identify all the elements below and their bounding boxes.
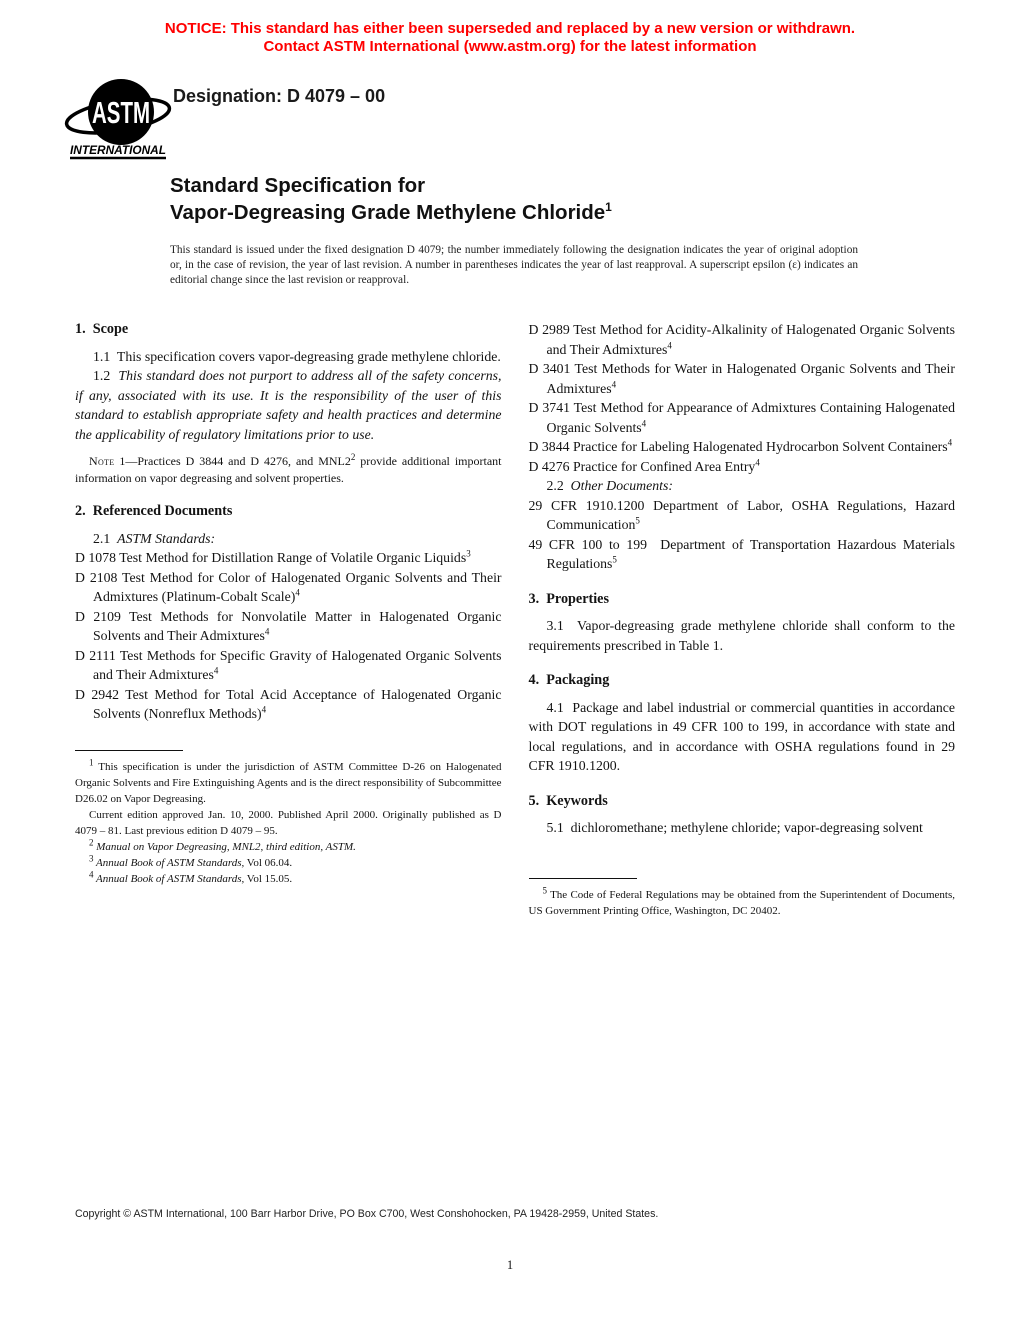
notice-line-2: Contact ASTM International (www.astm.org) for the latest information <box>263 38 757 55</box>
astm-logo-icon <box>63 74 173 162</box>
reference-item: D 4276 Practice for Confined Area Entry$^4$ <box>528 456 760 474</box>
reference-item: D 3401 Test Methods for Water in Halogenated Organic Solvents and Their Admixtures$^4$ <box>528 361 955 396</box>
reference-footnote-marker: 4 <box>641 417 647 428</box>
reference-footnote-marker: 4 <box>295 587 300 598</box>
section-keywords <box>529 792 956 838</box>
section-heading-properties: 3. Properties <box>528 590 610 607</box>
paragraph-5-1: 5.1 dichloromethane; methylene chloride; vapor-degreasing solvent <box>546 820 923 835</box>
reference-item: D 3741 Test Method for Appearance of Admixtures Containing Halogenated Organic Solvents$^4$ <box>528 400 955 435</box>
reference-footnote-marker: 4 <box>667 339 672 350</box>
supersession-notice <box>0 20 1020 56</box>
footnote-2: $^2$ Manual on Vapor Degreasing, MNL2, third edition, ASTM. <box>89 836 356 853</box>
footnote-5: $^5$ The Code of Federal Regulations may be obtained from the Superintendent of Documents, US Government Printing Office, Washington, DC 20402. <box>528 884 955 917</box>
footnotes-left <box>75 750 502 887</box>
reference-footnote-marker: 4 <box>947 437 953 448</box>
footnote-separator <box>75 750 183 751</box>
footnote-1: $^1$ This specification is under the jurisdiction of ASTM Committee D-26 on Halogenated Organic Solvents and Fire Extinguishing Agents and is the direct responsibility of Subcommittee D26.02 on Vapor Degreasing. <box>75 756 502 805</box>
footnote-1-continued: Current edition approved Jan. 10, 2000. Published April 2000. Originally published as D 4079 – 81. Last previous edition D 4079 – 95. <box>75 808 502 837</box>
paragraph-2-1: 2.1 ASTM Standards: <box>93 530 216 546</box>
left-column <box>75 320 502 919</box>
reference-item: D 1078 Test Method for Distillation Range of Volatile Organic Liquids$^3$ <box>75 548 471 565</box>
reference-footnote-marker: 4 <box>755 456 760 467</box>
title-footnote-marker: 1 <box>605 200 612 215</box>
footnote-4: $^4$ Annual Book of ASTM Standards, Vol 15.05. <box>89 868 293 885</box>
section-referenced-documents <box>75 502 502 724</box>
reference-item: D 2109 Test Methods for Nonvolatile Matter in Halogenated Organic Solvents and Their Admixtures$^4$ <box>75 608 502 643</box>
reference-item: D 2942 Test Method for Total Acid Acceptance of Halogenated Organic Solvents (Nonreflux Methods)$^4$ <box>75 686 502 721</box>
page-number: 1 <box>506 1258 514 1272</box>
footnote-3: $^3$ Annual Book of ASTM Standards, Vol 06.04. <box>89 852 293 869</box>
paragraph-1-1: 1.1 This specification covers vapor-degreasing grade methylene chloride. <box>93 348 501 364</box>
reference-footnote-marker: 3 <box>466 548 471 559</box>
reference-footnote-marker: 4 <box>261 704 267 715</box>
document-title <box>170 172 870 226</box>
section-properties <box>529 590 956 656</box>
paragraph-1-2: 1.2 This standard does not purport to address all of the safety concerns, if any, associated with its use. It is the responsibility of the user of this standard to establish appropriate safety and health practices and determine the applicability of regulatory limitations prior to use. <box>75 368 502 442</box>
notice-line-1: NOTICE: This standard has either been superseded and replaced by a new version or withdrawn. <box>164 20 856 37</box>
reference-item: 29 CFR 1910.1200 Department of Labor, OSHA Regulations, Hazard Communication$^5$ <box>528 497 955 532</box>
body-columns <box>75 320 955 919</box>
reference-item: 49 CFR 100 to 199 Department of Transportation Hazardous Materials Regulations$^5$ <box>528 536 955 571</box>
title-line-2: Vapor-Degreasing Grade Methylene Chloride$^1$ <box>170 200 612 224</box>
astm-logo-subtitle: INTERNATIONAL <box>70 143 166 157</box>
note-footnote-marker: 2 <box>350 452 356 462</box>
paragraph-4-1: 4.1 Package and label industrial or commercial quantities in accordance with DOT regulations in 49 CFR 100 to 199, in accordance with state and local regulations, and in accordance with OSHA regulations found in 29 CFR 1910.1200. <box>528 699 955 773</box>
reference-footnote-marker: 5 <box>635 515 640 526</box>
reference-item: D 3844 Practice for Labeling Halogenated Hydrocarbon Solvent Containers$^4$ <box>528 437 953 454</box>
section-heading-keywords: 5. Keywords <box>528 792 608 809</box>
issuance-paragraph: This standard is issued under the fixed designation D 4079; the number immediately following the designation indicates the year of original adoption or, in the case of revision, the year of last revision. A number in parentheses indicates the year of last reapproval. A superscript epsilon (ε) indicates an editorial change since the last revision or reapproval. <box>170 244 858 286</box>
astm-logo-acronym: ASTM <box>92 95 150 130</box>
paragraph-3-1: 3.1 Vapor-degreasing grade methylene chloride shall conform to the requirements prescribed in Table 1. <box>528 618 955 653</box>
astm-logo <box>63 74 173 162</box>
designation: Designation: D 4079 – 00 <box>173 86 386 106</box>
footnote-separator <box>529 878 637 879</box>
section-scope <box>75 320 502 486</box>
reference-item: D 2989 Test Method for Acidity-Alkalinity of Halogenated Organic Solvents and Their Admixtures$^4$ <box>528 322 955 357</box>
section-heading-scope: 1. Scope <box>75 321 129 337</box>
reference-footnote-marker: 4 <box>611 378 617 389</box>
copyright-line: Copyright © ASTM International, 100 Barr Harbor Drive, PO Box C700, West Conshohocken, PA 19428-2959, United States. <box>75 1208 659 1220</box>
reference-footnote-marker: 5 <box>612 554 617 565</box>
reference-item: D 2111 Test Methods for Specific Gravity of Halogenated Organic Solvents and Their Admixtures$^4$ <box>75 647 502 682</box>
note-1: Note 1—Practices D 3844 and D 4276, and $MNL2^2$ provide additional important information on vapor degreasing and solvent properties. <box>75 452 502 485</box>
title-line-1: Standard Specification for <box>170 174 426 197</box>
section-heading-packaging: 4. Packaging <box>528 672 610 688</box>
reference-footnote-marker: 4 <box>264 626 270 637</box>
section-packaging <box>529 671 956 776</box>
section-referenced-documents-continued <box>529 320 956 574</box>
right-column <box>529 320 956 919</box>
reference-item: D 2108 Test Method for Color of Halogenated Organic Solvents and Their Admixtures (Platinum-Cobalt Scale)$^4$ <box>75 569 502 604</box>
section-heading-referenced-documents: 2. Referenced Documents <box>75 503 233 519</box>
paragraph-2-2: 2.2 Other Documents: <box>546 478 673 493</box>
reference-footnote-marker: 4 <box>213 665 219 676</box>
footnotes-right <box>529 878 956 919</box>
